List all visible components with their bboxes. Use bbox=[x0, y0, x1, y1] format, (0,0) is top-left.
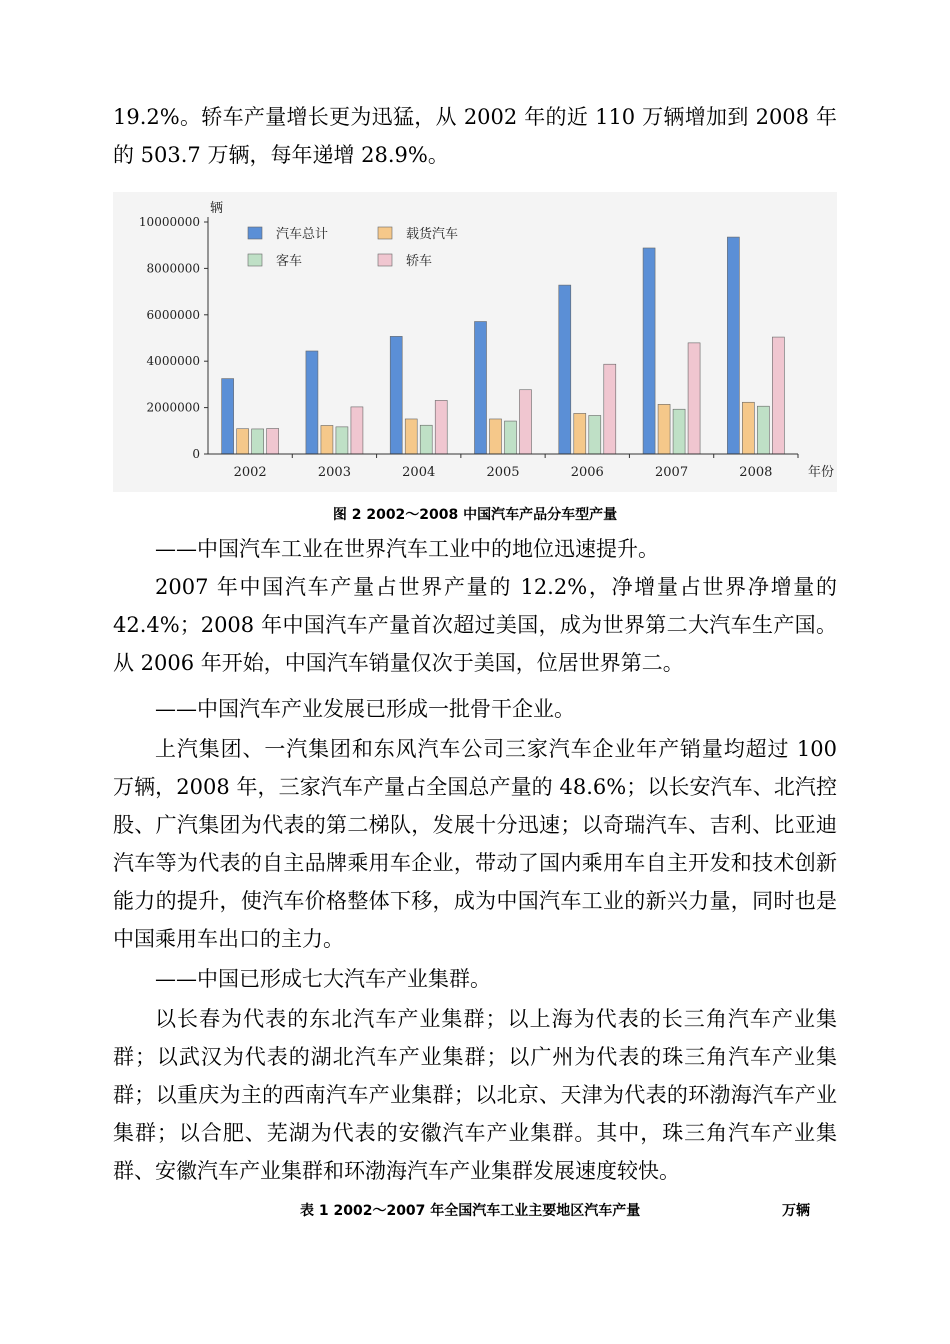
paragraph-clusters: 以长春为代表的东北汽车产业集群；以上海为代表的长三角汽车产业集群；以武汉为代表的湖北汽车产业集群；以广州为代表的珠三角汽车产业集群；以重庆为主的西南汽车产业集群；以北京、天津为代表的环渤海汽车产业集群；以合肥、芜湖为代表的安徽汽车产业集群。其中，珠三角汽车产业集群、安徽汽车产业集群和环渤海汽车产业集群发展速度较快。 bbox=[113, 1007, 837, 1183]
bar-2002-载货汽车 bbox=[237, 429, 249, 454]
y-tick-label: 4000000 bbox=[146, 354, 200, 369]
bar-2003-轿车 bbox=[351, 407, 363, 454]
x-tick-label: 2006 bbox=[570, 465, 604, 480]
paragraph-heading-clusters: ——中国已形成七大汽车产业集群。 bbox=[155, 967, 491, 991]
bar-2007-汽车总计 bbox=[643, 248, 655, 454]
bar-2006-轿车 bbox=[604, 364, 616, 454]
legend-swatch-客车 bbox=[248, 254, 262, 266]
bar-2004-汽车总计 bbox=[390, 336, 402, 454]
x-tick-label: 2003 bbox=[317, 465, 351, 480]
legend-label-轿车: 轿车 bbox=[406, 254, 433, 269]
table-caption: 表 1 2002～2007 年全国汽车工业主要地区汽车产量 bbox=[300, 1203, 641, 1219]
paragraph-key-enterprises: 上汽集团、一汽集团和东风汽车公司三家汽车企业年产销量均超过 100 万辆，2008 年，三家汽车产量占全国总产量的 48.6%；以长安汽车、北汽控股、广汽集团为代表的第二梯队，发展十分迅速；以奇瑞汽车、吉利、比亚迪汽车等为代表的自主品牌乘用车企业，带动了国内乘用车自主开发和技术创新能力的提升，使汽车价格整体下移，成为中国汽车工业的新兴力量，同时也是中国乘用车出口的主力。 bbox=[113, 737, 837, 951]
x-tick-label: 2005 bbox=[486, 465, 520, 480]
legend-swatch-轿车 bbox=[378, 254, 392, 266]
production-bar-chart bbox=[113, 192, 837, 492]
bar-2006-客车 bbox=[589, 415, 601, 454]
table-unit: 万辆 bbox=[782, 1203, 810, 1219]
paragraph-heading-key-enterprises: ——中国汽车产业发展已形成一批骨干企业。 bbox=[155, 697, 575, 721]
bar-2002-汽车总计 bbox=[222, 379, 234, 454]
legend-label-客车: 客车 bbox=[276, 254, 303, 269]
bar-2004-客车 bbox=[420, 425, 432, 454]
bar-2007-轿车 bbox=[688, 343, 700, 454]
y-tick-label: 2000000 bbox=[146, 400, 200, 415]
bar-2005-汽车总计 bbox=[475, 322, 487, 454]
bar-2003-载货汽车 bbox=[321, 425, 333, 454]
figure-caption: 图 2 2002～2008 中国汽车产品分车型产量 bbox=[332, 507, 618, 523]
legend-swatch-载货汽车 bbox=[378, 227, 392, 239]
bar-2003-客车 bbox=[336, 427, 348, 454]
x-tick-label: 2004 bbox=[402, 465, 436, 480]
legend-swatch-汽车总计 bbox=[248, 227, 262, 239]
bar-2006-载货汽车 bbox=[574, 413, 586, 454]
y-tick-label: 6000000 bbox=[146, 307, 200, 322]
bar-2004-轿车 bbox=[435, 400, 447, 454]
bar-2008-轿车 bbox=[772, 337, 784, 454]
bar-2007-客车 bbox=[673, 409, 685, 454]
paragraph-heading-world-position: ——中国汽车工业在世界汽车工业中的地位迅速提升。 bbox=[155, 537, 659, 561]
y-tick-label: 10000000 bbox=[138, 215, 200, 229]
paragraph-sedan-growth: 19.2%。轿车产量增长更为迅猛，从 2002 年的近 110 万辆增加到 2008 年的 503.7 万辆，每年递增 28.9%。 bbox=[113, 105, 837, 167]
y-axis-label: 辆 bbox=[210, 201, 224, 216]
x-axis-label: 年份 bbox=[808, 465, 835, 480]
bar-2008-载货汽车 bbox=[742, 402, 754, 454]
bar-2004-载货汽车 bbox=[405, 419, 417, 454]
legend-label-载货汽车: 载货汽车 bbox=[406, 227, 459, 242]
bar-2008-汽车总计 bbox=[727, 237, 739, 454]
bar-2003-汽车总计 bbox=[306, 351, 318, 454]
x-tick-label: 2008 bbox=[739, 465, 773, 480]
x-tick-label: 2007 bbox=[655, 465, 689, 480]
y-tick-label: 8000000 bbox=[146, 261, 200, 276]
x-tick-label: 2002 bbox=[233, 465, 267, 480]
bar-2005-客车 bbox=[505, 421, 517, 454]
bar-2002-客车 bbox=[252, 429, 264, 454]
bar-2006-汽车总计 bbox=[559, 285, 571, 454]
bar-2007-载货汽车 bbox=[658, 404, 670, 454]
bar-2005-载货汽车 bbox=[490, 419, 502, 454]
paragraph-world-share: 2007 年中国汽车产量占世界产量的 12.2%，净增量占世界净增量的 42.4%；2008 年中国汽车产量首次超过美国，成为世界第二大汽车生产国。从 2006 年开始，中国汽车销量仅次于美国，位居世界第二。 bbox=[113, 575, 837, 675]
bar-2002-轿车 bbox=[267, 428, 279, 454]
y-tick-label: 0 bbox=[192, 447, 200, 461]
chart-svg bbox=[113, 192, 837, 492]
bar-2005-轿车 bbox=[520, 390, 532, 454]
legend-label-汽车总计: 汽车总计 bbox=[276, 227, 329, 242]
bar-2008-客车 bbox=[757, 406, 769, 454]
